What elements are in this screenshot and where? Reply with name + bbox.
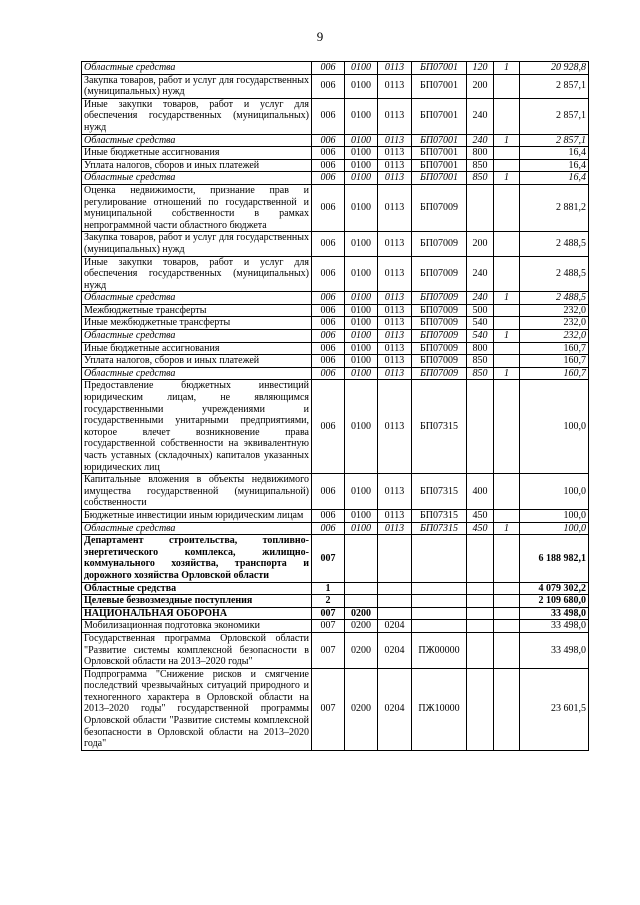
row-expense-type: 240 — [467, 292, 494, 305]
row-funding-source — [494, 535, 520, 582]
row-name: Бюджетные инвестиции иным юридическим лицам — [82, 509, 312, 522]
row-name: Областные средства — [82, 62, 312, 75]
row-amount: 2 109 680,0 — [520, 595, 589, 608]
row-name: Закупка товаров, работ и услуг для государственных (муниципальных) нужд — [82, 74, 312, 98]
row-target-article: БП07001 — [412, 62, 467, 75]
row-section-code: 0100 — [345, 474, 378, 510]
row-section-code: 0100 — [345, 522, 378, 535]
row-expense-type: 240 — [467, 134, 494, 147]
row-target-article: ПЖ00000 — [412, 632, 467, 668]
row-expense-type: 240 — [467, 256, 494, 292]
row-target-article: БП07001 — [412, 159, 467, 172]
row-name: Оценка недвижимости, признание прав и регулирование отношений по государственной и муниципальной собственности в рамках непрограммной части областного бюджета — [82, 184, 312, 231]
table-row — [82, 535, 589, 582]
row-amount: 232,0 — [520, 330, 589, 343]
table-row — [82, 172, 589, 185]
row-ministry-code: 006 — [312, 509, 345, 522]
row-target-article: БП07315 — [412, 509, 467, 522]
row-expense-type: 200 — [467, 232, 494, 256]
budget-table-body — [82, 62, 589, 751]
row-amount: 2 857,1 — [520, 74, 589, 98]
row-amount: 160,7 — [520, 355, 589, 368]
row-funding-source — [494, 184, 520, 231]
row-section-code: 0100 — [345, 172, 378, 185]
row-funding-source — [494, 232, 520, 256]
row-ministry-code: 006 — [312, 62, 345, 75]
row-name: Областные средства — [82, 134, 312, 147]
row-section-code: 0100 — [345, 159, 378, 172]
row-subsection-code: 0113 — [378, 304, 412, 317]
row-ministry-code: 007 — [312, 620, 345, 633]
row-funding-source: 1 — [494, 62, 520, 75]
table-row — [82, 620, 589, 633]
row-expense-type — [467, 535, 494, 582]
row-section-code: 0100 — [345, 342, 378, 355]
row-amount: 2 488,5 — [520, 256, 589, 292]
row-name: Мобилизационная подготовка экономики — [82, 620, 312, 633]
table-row — [82, 304, 589, 317]
row-section-code: 0100 — [345, 62, 378, 75]
row-ministry-code: 006 — [312, 367, 345, 380]
row-section-code: 0100 — [345, 509, 378, 522]
row-ministry-code: 006 — [312, 292, 345, 305]
row-subsection-code: 0113 — [378, 172, 412, 185]
budget-table — [81, 61, 589, 751]
row-funding-source: 1 — [494, 522, 520, 535]
row-expense-type: 850 — [467, 172, 494, 185]
row-subsection-code: 0113 — [378, 292, 412, 305]
row-ministry-code: 006 — [312, 172, 345, 185]
row-section-code: 0100 — [345, 304, 378, 317]
row-expense-type: 540 — [467, 317, 494, 330]
row-target-article — [412, 595, 467, 608]
row-amount: 16,4 — [520, 147, 589, 160]
row-subsection-code: 0113 — [378, 474, 412, 510]
row-expense-type — [467, 607, 494, 620]
row-funding-source — [494, 668, 520, 750]
table-row — [82, 509, 589, 522]
row-section-code: 0200 — [345, 668, 378, 750]
row-amount: 23 601,5 — [520, 668, 589, 750]
row-section-code: 0200 — [345, 620, 378, 633]
table-row — [82, 522, 589, 535]
row-target-article: БП07001 — [412, 98, 467, 134]
row-name: Уплата налогов, сборов и иных платежей — [82, 355, 312, 368]
row-name: Государственная программа Орловской области "Развитие системы комплексной безопасности в Орловской области на 2013–2020 годы" — [82, 632, 312, 668]
row-expense-type: 120 — [467, 62, 494, 75]
row-amount: 4 079 302,2 — [520, 582, 589, 595]
row-target-article: БП07001 — [412, 74, 467, 98]
row-expense-type: 450 — [467, 522, 494, 535]
table-row — [82, 74, 589, 98]
row-ministry-code: 006 — [312, 474, 345, 510]
row-ministry-code: 007 — [312, 668, 345, 750]
row-target-article: БП07009 — [412, 330, 467, 343]
row-ministry-code: 006 — [312, 159, 345, 172]
row-ministry-code: 006 — [312, 147, 345, 160]
row-funding-source — [494, 98, 520, 134]
row-subsection-code: 0113 — [378, 184, 412, 231]
row-subsection-code: 0204 — [378, 668, 412, 750]
row-subsection-code: 0113 — [378, 134, 412, 147]
table-row — [82, 607, 589, 620]
row-funding-source — [494, 595, 520, 608]
row-name: Закупка товаров, работ и услуг для государственных (муниципальных) нужд — [82, 232, 312, 256]
row-ministry-code: 007 — [312, 535, 345, 582]
table-row — [82, 330, 589, 343]
row-ministry-code: 006 — [312, 317, 345, 330]
row-section-code: 0100 — [345, 74, 378, 98]
row-section-code: 0100 — [345, 380, 378, 474]
table-row — [82, 62, 589, 75]
table-row — [82, 184, 589, 231]
row-amount: 16,4 — [520, 159, 589, 172]
row-name: Областные средства — [82, 172, 312, 185]
row-name: Областные средства — [82, 367, 312, 380]
row-subsection-code: 0113 — [378, 62, 412, 75]
row-funding-source — [494, 256, 520, 292]
row-amount: 100,0 — [520, 380, 589, 474]
table-row — [82, 232, 589, 256]
row-target-article: ПЖ10000 — [412, 668, 467, 750]
row-name: Иные закупки товаров, работ и услуг для обеспечения государственных (муниципальных) нужд — [82, 98, 312, 134]
row-name: Уплата налогов, сборов и иных платежей — [82, 159, 312, 172]
row-target-article — [412, 535, 467, 582]
row-funding-source — [494, 620, 520, 633]
row-funding-source: 1 — [494, 134, 520, 147]
row-target-article: БП07315 — [412, 474, 467, 510]
row-expense-type: 850 — [467, 355, 494, 368]
row-name: Департамент строительства, топливно-энергетического комплекса, жилищно-коммунального хозяйства, транспорта и дорожного хозяйства Орловской области — [82, 535, 312, 582]
table-row — [82, 134, 589, 147]
row-section-code: 0100 — [345, 98, 378, 134]
table-row — [82, 147, 589, 160]
table-row — [82, 355, 589, 368]
row-expense-type — [467, 380, 494, 474]
row-subsection-code: 0113 — [378, 317, 412, 330]
row-subsection-code: 0204 — [378, 632, 412, 668]
row-funding-source — [494, 355, 520, 368]
table-row — [82, 474, 589, 510]
table-row — [82, 632, 589, 668]
row-amount: 100,0 — [520, 522, 589, 535]
row-ministry-code: 006 — [312, 74, 345, 98]
table-row — [82, 292, 589, 305]
row-name: Межбюджетные трансферты — [82, 304, 312, 317]
row-funding-source — [494, 304, 520, 317]
row-funding-source — [494, 632, 520, 668]
row-name: НАЦИОНАЛЬНАЯ ОБОРОНА — [82, 607, 312, 620]
row-section-code: 0100 — [345, 232, 378, 256]
row-target-article: БП07009 — [412, 292, 467, 305]
row-ministry-code: 2 — [312, 595, 345, 608]
row-subsection-code: 0113 — [378, 159, 412, 172]
row-funding-source: 1 — [494, 330, 520, 343]
row-subsection-code — [378, 535, 412, 582]
row-expense-type: 800 — [467, 147, 494, 160]
row-amount: 6 188 982,1 — [520, 535, 589, 582]
row-ministry-code: 006 — [312, 522, 345, 535]
row-expense-type: 540 — [467, 330, 494, 343]
row-ministry-code: 006 — [312, 355, 345, 368]
row-expense-type: 240 — [467, 98, 494, 134]
row-target-article: БП07009 — [412, 355, 467, 368]
row-section-code: 0100 — [345, 134, 378, 147]
row-expense-type: 200 — [467, 74, 494, 98]
row-section-code: 0200 — [345, 632, 378, 668]
row-expense-type: 500 — [467, 304, 494, 317]
row-section-code: 0100 — [345, 317, 378, 330]
row-ministry-code: 006 — [312, 256, 345, 292]
row-ministry-code: 006 — [312, 184, 345, 231]
row-funding-source — [494, 74, 520, 98]
row-subsection-code: 0204 — [378, 620, 412, 633]
row-name: Областные средства — [82, 522, 312, 535]
table-row — [82, 582, 589, 595]
row-subsection-code — [378, 582, 412, 595]
row-section-code: 0200 — [345, 607, 378, 620]
row-funding-source — [494, 380, 520, 474]
row-target-article: БП07009 — [412, 304, 467, 317]
row-name: Предоставление бюджетных инвестиций юридическим лицам, не являющимся государственными учреждениями и государственными унитарными предприятиями, которое влечет возникновение права государственной собственности на эквивалентную часть уставных (складочных) капиталов указанных юридических лиц — [82, 380, 312, 474]
row-name: Целевые безвозмездные поступления — [82, 595, 312, 608]
row-ministry-code: 1 — [312, 582, 345, 595]
row-funding-source — [494, 607, 520, 620]
row-funding-source: 1 — [494, 292, 520, 305]
row-section-code: 0100 — [345, 367, 378, 380]
row-ministry-code: 006 — [312, 304, 345, 317]
row-name: Иные бюджетные ассигнования — [82, 147, 312, 160]
row-target-article: БП07009 — [412, 184, 467, 231]
row-expense-type — [467, 632, 494, 668]
row-ministry-code: 006 — [312, 380, 345, 474]
row-funding-source — [494, 582, 520, 595]
row-amount: 2 488,5 — [520, 292, 589, 305]
row-target-article — [412, 620, 467, 633]
row-expense-type: 850 — [467, 367, 494, 380]
row-section-code: 0100 — [345, 184, 378, 231]
table-row — [82, 317, 589, 330]
table-row — [82, 159, 589, 172]
row-subsection-code: 0113 — [378, 74, 412, 98]
row-subsection-code: 0113 — [378, 147, 412, 160]
row-target-article: БП07001 — [412, 147, 467, 160]
row-amount: 2 488,5 — [520, 232, 589, 256]
row-ministry-code: 006 — [312, 342, 345, 355]
row-amount: 100,0 — [520, 474, 589, 510]
row-target-article: БП07009 — [412, 317, 467, 330]
row-target-article — [412, 607, 467, 620]
row-target-article: БП07009 — [412, 232, 467, 256]
row-target-article: БП07009 — [412, 342, 467, 355]
row-name: Областные средства — [82, 292, 312, 305]
row-subsection-code: 0113 — [378, 380, 412, 474]
row-target-article: БП07001 — [412, 172, 467, 185]
row-funding-source — [494, 474, 520, 510]
page-number: 9 — [316, 29, 324, 44]
row-subsection-code: 0113 — [378, 256, 412, 292]
row-amount: 232,0 — [520, 317, 589, 330]
row-section-code — [345, 595, 378, 608]
row-name: Подпрограмма "Снижение рисков и смягчение последствий чрезвычайных ситуаций природного и техногенного характера в Орловской области на 2013–2020 годы" государственной программы Орловской области "Развитие системы комплексной безопасности в Орловской области на 2013–2020 года" — [82, 668, 312, 750]
row-amount: 20 928,8 — [520, 62, 589, 75]
row-amount: 232,0 — [520, 304, 589, 317]
row-amount: 33 498,0 — [520, 620, 589, 633]
row-expense-type — [467, 595, 494, 608]
row-subsection-code: 0113 — [378, 355, 412, 368]
row-ministry-code: 006 — [312, 232, 345, 256]
row-subsection-code — [378, 595, 412, 608]
row-ministry-code: 006 — [312, 98, 345, 134]
row-funding-source — [494, 342, 520, 355]
table-row — [82, 256, 589, 292]
row-amount: 160,7 — [520, 342, 589, 355]
row-target-article: БП07315 — [412, 380, 467, 474]
row-target-article: БП07315 — [412, 522, 467, 535]
row-expense-type: 850 — [467, 159, 494, 172]
row-funding-source — [494, 159, 520, 172]
row-subsection-code: 0113 — [378, 342, 412, 355]
row-expense-type: 800 — [467, 342, 494, 355]
row-ministry-code: 006 — [312, 330, 345, 343]
row-funding-source — [494, 317, 520, 330]
row-amount: 160,7 — [520, 367, 589, 380]
row-section-code: 0100 — [345, 147, 378, 160]
row-funding-source: 1 — [494, 172, 520, 185]
row-ministry-code: 007 — [312, 607, 345, 620]
row-subsection-code: 0113 — [378, 522, 412, 535]
row-name: Иные бюджетные ассигнования — [82, 342, 312, 355]
row-amount: 2 857,1 — [520, 98, 589, 134]
table-row — [82, 98, 589, 134]
row-amount: 33 498,0 — [520, 607, 589, 620]
table-row — [82, 380, 589, 474]
row-ministry-code: 007 — [312, 632, 345, 668]
row-name: Иные межбюджетные трансферты — [82, 317, 312, 330]
row-section-code: 0100 — [345, 355, 378, 368]
row-amount: 16,4 — [520, 172, 589, 185]
table-row — [82, 367, 589, 380]
row-expense-type — [467, 184, 494, 231]
row-expense-type: 400 — [467, 474, 494, 510]
table-row — [82, 342, 589, 355]
row-expense-type: 450 — [467, 509, 494, 522]
table-row — [82, 668, 589, 750]
row-expense-type — [467, 582, 494, 595]
row-section-code: 0100 — [345, 256, 378, 292]
row-expense-type — [467, 668, 494, 750]
row-funding-source — [494, 147, 520, 160]
row-subsection-code: 0113 — [378, 367, 412, 380]
row-expense-type — [467, 620, 494, 633]
row-name: Областные средства — [82, 582, 312, 595]
row-amount: 100,0 — [520, 509, 589, 522]
row-name: Иные закупки товаров, работ и услуг для обеспечения государственных (муниципальных) нужд — [82, 256, 312, 292]
row-amount: 33 498,0 — [520, 632, 589, 668]
table-row — [82, 595, 589, 608]
row-amount: 2 857,1 — [520, 134, 589, 147]
row-funding-source — [494, 509, 520, 522]
row-target-article — [412, 582, 467, 595]
row-target-article: БП07009 — [412, 256, 467, 292]
row-target-article: БП07001 — [412, 134, 467, 147]
row-ministry-code: 006 — [312, 134, 345, 147]
row-subsection-code: 0113 — [378, 98, 412, 134]
row-funding-source: 1 — [494, 367, 520, 380]
row-name: Капитальные вложения в объекты недвижимого имущества государственной (муниципальной) собственности — [82, 474, 312, 510]
row-section-code — [345, 582, 378, 595]
row-section-code: 0100 — [345, 330, 378, 343]
row-name: Областные средства — [82, 330, 312, 343]
row-section-code: 0100 — [345, 292, 378, 305]
row-subsection-code: 0113 — [378, 330, 412, 343]
row-amount: 2 881,2 — [520, 184, 589, 231]
row-section-code — [345, 535, 378, 582]
row-subsection-code: 0113 — [378, 509, 412, 522]
row-target-article: БП07009 — [412, 367, 467, 380]
row-subsection-code: 0113 — [378, 232, 412, 256]
row-subsection-code — [378, 607, 412, 620]
